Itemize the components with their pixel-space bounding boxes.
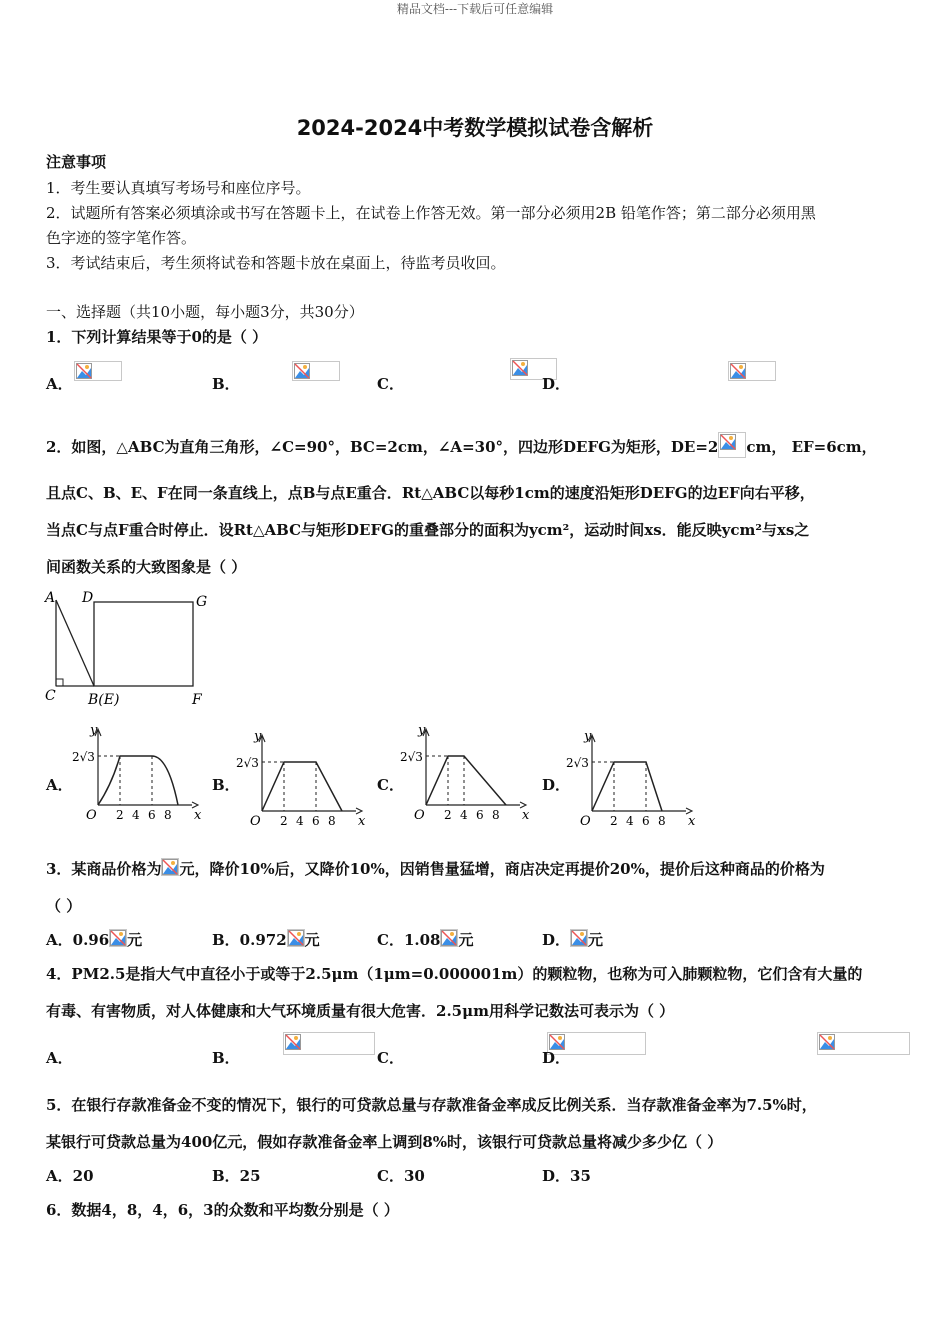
broken-image-icon: [571, 930, 587, 946]
q4-option-c: C．: [377, 1049, 404, 1067]
q2-option-d: D．: [542, 776, 571, 794]
broken-image-icon: [76, 363, 92, 379]
y-axis-label: y: [418, 723, 426, 738]
right-angle-mark: [56, 679, 63, 686]
x-tick-label: 6: [312, 814, 320, 828]
q2-graph-d: [566, 722, 704, 828]
x-tick-label: 2: [280, 814, 288, 828]
q4-option-d: D．: [542, 1049, 571, 1067]
q5-option-b: B．25: [212, 1167, 261, 1185]
q1-option-b: B．: [212, 375, 240, 393]
q1-option-a-image: [74, 361, 122, 381]
notice-item-3: 3．考试结束后，考生须将试卷和答题卡放在桌面上，待监考员收回。: [46, 254, 506, 272]
q2-graph-a: [72, 716, 206, 828]
function-curve: [98, 756, 178, 805]
q3-option-a: [46, 929, 142, 950]
q3-stem: [46, 858, 825, 879]
broken-image-icon: [720, 434, 736, 450]
q2-graph-b: [236, 722, 368, 828]
label-d: D: [82, 590, 94, 606]
y-axis-label: y: [584, 729, 592, 744]
x-tick-label: 4: [460, 808, 468, 822]
broken-image-icon: [162, 859, 178, 875]
x-axis-label: x: [358, 814, 366, 828]
q4-line-2: 有毒、有害物质，对人体健康和大气环境质量有很大危害．2.5μm用科学记数法可表示为（ ）: [46, 1002, 675, 1020]
x-tick-label: 2: [444, 808, 452, 822]
q3-option-c: [377, 929, 474, 950]
q3-option-b: [212, 929, 320, 950]
page-header: 精品文档---下载后可任意编辑: [396, 2, 554, 16]
figure-side-ab: [56, 600, 94, 686]
x-tick-label: 4: [132, 808, 140, 822]
x-tick-label: 6: [148, 808, 156, 822]
broken-image-icon: [441, 930, 457, 946]
page-title: 2024-2024中考数学模拟试卷含解析: [296, 116, 654, 140]
function-curve: [262, 762, 342, 811]
x-tick-label: 8: [492, 808, 500, 822]
y-tick-label: 2√3: [400, 750, 423, 764]
q2-option-c: C．: [377, 776, 404, 794]
q4-line-1: 4．PM2.5是指大气中直径小于或等于2.5μm（1μm=0.000001m）的颗粒物，也称为可入肺颗粒物，它们含有大量的: [46, 965, 863, 983]
q3-option-d-label: D．: [542, 931, 571, 949]
x-tick-label: 4: [296, 814, 304, 828]
rectangle-defg: [94, 602, 193, 686]
q2-sqrt-image: [718, 432, 746, 458]
q3-option-c-image: [440, 929, 458, 947]
q2-line-1: [46, 432, 877, 458]
broken-image-icon: [110, 930, 126, 946]
q1-option-b-image: [292, 361, 340, 381]
y-tick-label: 2√3: [566, 756, 589, 770]
q2-line-1-tail: cm， EF=6cm，: [746, 438, 877, 456]
origin-label: O: [580, 814, 591, 828]
function-curve: [426, 756, 506, 805]
q1-option-d: D．: [542, 375, 571, 393]
label-c: C: [45, 688, 56, 704]
q2-line-1-text: 2．如图，△ABC为直角三角形，∠C=90°，BC=2cm，∠A=30°，四边形DEFG为矩形，DE=2: [46, 438, 719, 456]
q3-option-d-unit: 元: [588, 931, 604, 949]
x-axis-label: x: [522, 808, 530, 823]
x-axis-label: x: [688, 814, 696, 828]
q3-stem-text: 3．某商品价格为: [46, 860, 162, 878]
x-tick-label: 8: [164, 808, 172, 822]
q3-option-b-image: [287, 929, 305, 947]
q4-option-c-image: [817, 1032, 910, 1055]
broken-image-icon: [294, 363, 310, 379]
x-tick-label: 6: [642, 814, 650, 828]
q5-option-d: D．35: [542, 1167, 591, 1185]
notice-heading: 注意事项: [46, 153, 107, 171]
q4-option-a-image: [283, 1032, 375, 1055]
q3-option-a-image: [109, 929, 127, 947]
q4-option-a: A．: [46, 1049, 73, 1067]
q1-option-a: A．: [46, 375, 73, 393]
q2-line-4: 间函数关系的大致图象是（ ）: [46, 558, 247, 576]
q5-line-1: 5．在银行存款准备金不变的情况下，银行的可贷款总量与存款准备金率成反比例关系．当存款准备金率为7.5%时，: [46, 1096, 817, 1114]
q3-option-b-label: B．0.972: [212, 931, 287, 949]
x-tick-label: 6: [476, 808, 484, 822]
x-tick-label: 8: [658, 814, 666, 828]
q1-stem: 1．下列计算结果等于0的是（ ）: [46, 328, 268, 346]
origin-label: O: [86, 808, 97, 823]
q3-option-b-unit: 元: [304, 931, 320, 949]
origin-label: O: [250, 814, 261, 828]
y-tick-label: 2√3: [236, 756, 259, 770]
broken-image-icon: [819, 1034, 835, 1050]
x-tick-label: 2: [610, 814, 618, 828]
q3-price-image: [161, 858, 179, 876]
label-f: F: [192, 692, 202, 708]
q2-option-b: B．: [212, 776, 240, 794]
q3-option-c-label: C．1.08: [377, 931, 441, 949]
section-heading: 一、选择题（共10小题，每小题3分，共30分）: [46, 303, 364, 321]
y-axis-label: y: [254, 729, 262, 744]
x-axis-label: x: [194, 808, 202, 823]
q4-option-b: B．: [212, 1049, 240, 1067]
q2-option-a: A．: [46, 776, 73, 794]
broken-image-icon: [730, 363, 746, 379]
broken-image-icon: [288, 930, 304, 946]
y-tick-label: 2√3: [72, 750, 95, 764]
q2-line-2: 且点C、B、E、F在同一条直线上，点B与点E重合．Rt△ABC以每秒1cm的速度沿矩形DEFG的边EF向右平移，: [46, 484, 815, 502]
q2-line-3: 当点C与点F重合时停止．设Rt△ABC与矩形DEFG的重叠部分的面积为ycm²，运动时间xs．能反映ycm²与xs之: [46, 521, 810, 539]
label-a: A: [45, 590, 56, 606]
x-tick-label: 4: [626, 814, 634, 828]
q3-option-c-unit: 元: [458, 931, 474, 949]
q2-figure: [44, 586, 214, 711]
y-axis-label: y: [90, 723, 98, 738]
q1-option-d-image: [728, 361, 776, 381]
q5-option-c: C．30: [377, 1167, 425, 1185]
q5-line-2: 某银行可贷款总量为400亿元，假如存款准备金率上调到8%时，该银行可贷款总量将减少多少亿（ ）: [46, 1133, 723, 1151]
function-curve: [592, 762, 662, 811]
x-tick-label: 2: [116, 808, 124, 822]
q3-option-d-image: [570, 929, 588, 947]
q1-option-c: C．: [377, 375, 404, 393]
q3-option-a-unit: 元: [127, 931, 143, 949]
label-g: G: [196, 594, 208, 610]
q3-option-d: [542, 929, 603, 950]
q3-stem-paren: （ ）: [46, 897, 82, 915]
q6-stem: 6．数据4，8，4，6，3的众数和平均数分别是（ ）: [46, 1201, 399, 1219]
q5-option-a: A．20: [46, 1167, 94, 1185]
q3-stem-tail: 元，降价10%后，又降价10%，因销售量猛增，商店决定再提价20%，提价后这种商品的价格为: [179, 860, 825, 878]
x-tick-label: 8: [328, 814, 336, 828]
broken-image-icon: [512, 360, 528, 376]
notice-item-1: 1．考生要认真填写考场号和座位序号。: [46, 179, 311, 197]
notice-item-2: 2．试题所有答案必须填涂或书写在答题卡上，在试卷上作答无效。第一部分必须用2B 铅笔作答；第二部分必须用黑: [46, 204, 816, 222]
broken-image-icon: [285, 1034, 301, 1050]
q2-graph-c: [400, 716, 538, 828]
notice-item-2-cont: 色字迹的签字笔作答。: [46, 229, 197, 247]
q3-option-a-label: A．0.96: [46, 931, 110, 949]
label-be: B(E): [88, 692, 120, 708]
origin-label: O: [414, 808, 425, 823]
